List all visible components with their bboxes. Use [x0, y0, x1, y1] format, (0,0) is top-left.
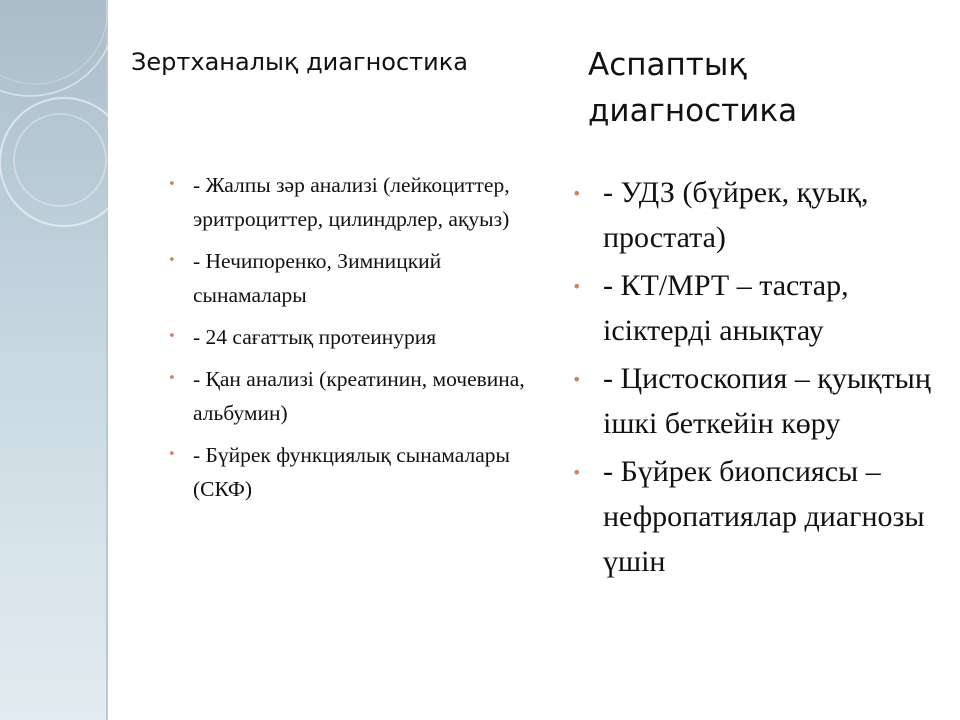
- list-item: [572, 170, 947, 260]
- right-column-heading: Аспаптық диагностика: [588, 47, 798, 129]
- left-column-heading: Зертханалық диагностика: [131, 48, 468, 76]
- list-item-text: - Бүйрек функциялық сынамалары (СКФ): [193, 443, 510, 501]
- bullet-icon: •: [168, 447, 176, 462]
- list-item-text: - Цистоскопия – қуықтың ішкі беткейін көру: [603, 362, 931, 440]
- right-column-list: [572, 170, 947, 587]
- bullet-icon: •: [168, 329, 176, 344]
- list-item-text: - 24 сағаттық протеинурия: [193, 325, 437, 349]
- bullet-icon: •: [168, 371, 176, 386]
- bullet-icon: •: [168, 253, 176, 268]
- list-item-text: - Қан анализі (креатинин, мочевина, альбумин): [193, 367, 525, 425]
- list-item: [168, 320, 548, 354]
- list-item: [572, 449, 947, 584]
- left-column-list: [168, 168, 548, 514]
- list-item-text: - Жалпы зәр анализі (лейкоциттер, эритроциттер, цилиндрлер, ақуыз): [193, 173, 510, 231]
- list-item-text: - КТ/МРТ – тастар, ісіктерді анықтау: [603, 269, 849, 347]
- list-item: [168, 168, 548, 236]
- list-item-text: - Нечипоренко, Зимницкий сынамалары: [193, 249, 442, 307]
- bullet-icon: •: [168, 177, 176, 192]
- bullet-icon: •: [572, 463, 582, 482]
- list-item: [572, 263, 947, 353]
- decorative-rings: [0, 0, 108, 240]
- list-item: [168, 244, 548, 312]
- list-item: [572, 356, 947, 446]
- list-item: [168, 362, 548, 430]
- bullet-icon: •: [572, 277, 582, 296]
- list-item-text: - Бүйрек биопсиясы – нефропатиялар диагнозы үшін: [603, 455, 925, 578]
- bullet-icon: •: [572, 184, 582, 203]
- list-item-text: - УДЗ (бүйрек, қуық, простата): [603, 176, 869, 254]
- list-item: [168, 438, 548, 506]
- bullet-icon: •: [572, 370, 582, 389]
